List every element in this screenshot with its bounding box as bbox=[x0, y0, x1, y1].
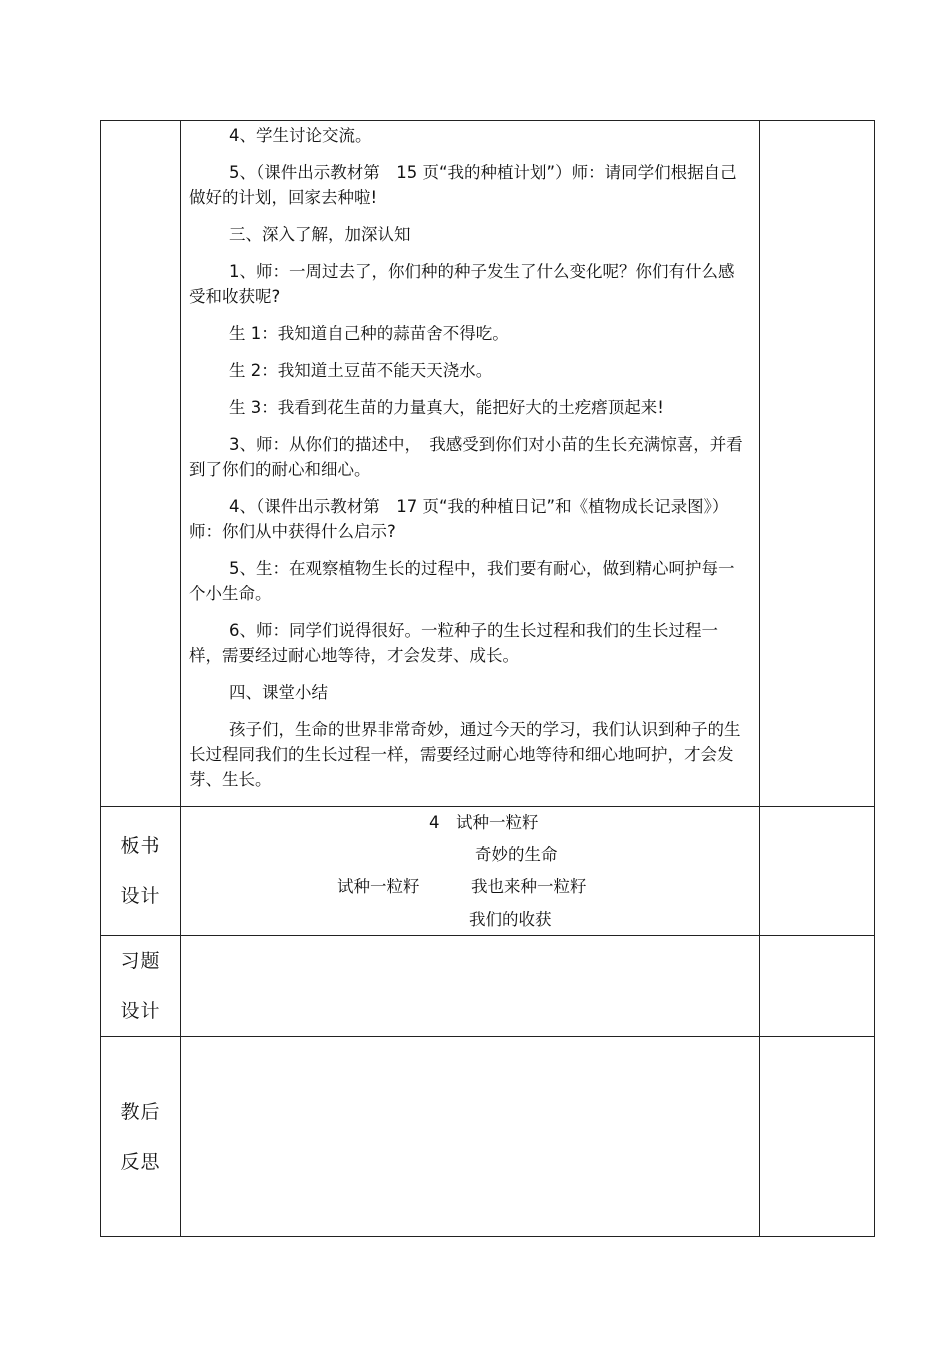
reflection-cell bbox=[181, 1037, 760, 1237]
content-notes-cell bbox=[760, 121, 875, 807]
lesson-plan-table bbox=[100, 120, 875, 1237]
paragraph: 四、课堂小结 bbox=[229, 683, 328, 702]
paragraph: 5、（课件出示教材第 15 页“我的种植计划”）师：请同学们根据自己做好的计划，回家去种啦! bbox=[189, 163, 737, 207]
content-cell bbox=[181, 121, 760, 807]
reflection-label: 教后 反思 bbox=[101, 1037, 181, 1237]
board-design-notes-cell bbox=[760, 807, 875, 936]
board-line-3: 我们的收获 bbox=[469, 910, 552, 929]
paragraph: 4、（课件出示教材第 17 页“我的种植日记”和《植物成长记录图》）师：你们从中获得什么启示? bbox=[189, 497, 729, 541]
lesson-content bbox=[181, 121, 759, 806]
exercise-design-label: 习题 设计 bbox=[101, 936, 181, 1037]
content-row bbox=[101, 121, 875, 807]
paragraph: 孩子们，生命的世界非常奇妙，通过今天的学习，我们认识到种子的生长过程同我们的生长过程一样，需要经过耐心地等待和细心地呵护，才会发芽、生长。 bbox=[189, 720, 741, 789]
reflection-row bbox=[101, 1037, 875, 1237]
board-line-2-right: 我也来种一粒籽 bbox=[471, 877, 587, 896]
paragraph: 5、生：在观察植物生长的过程中，我们要有耐心，做到精心呵护每一个小生命。 bbox=[189, 559, 735, 603]
exercise-design-notes-cell bbox=[760, 936, 875, 1037]
paragraph: 1、师：一周过去了，你们种的种子发生了什么变化呢？你们有什么感受和收获呢? bbox=[189, 262, 735, 306]
board-design-label: 板书 设计 bbox=[101, 807, 181, 936]
exercise-design-cell bbox=[181, 936, 760, 1037]
paragraph: 三、深入了解，加深认知 bbox=[229, 225, 411, 244]
board-line-2-left: 试种一粒籽 bbox=[337, 877, 420, 896]
content-label-cell bbox=[101, 121, 181, 807]
paragraph: 生 2：我知道土豆苗不能天天浇水。 bbox=[229, 361, 493, 380]
reflection-notes-cell bbox=[760, 1037, 875, 1237]
paragraph: 3、师：从你们的描述中， 我感受到你们对小苗的生长充满惊喜，并看到了你们的耐心和细心。 bbox=[189, 435, 743, 479]
paragraph: 6、师：同学们说得很好。一粒种子的生长过程和我们的生长过程一样，需要经过耐心地等待，才会发芽、成长。 bbox=[189, 621, 718, 665]
board-design-row bbox=[101, 807, 875, 936]
exercise-design-row bbox=[101, 936, 875, 1037]
paragraph: 4、学生讨论交流。 bbox=[229, 126, 372, 145]
paragraph: 生 3：我看到花生苗的力量真大，能把好大的土疙瘩顶起来! bbox=[229, 398, 664, 417]
board-line-1: 奇妙的生命 bbox=[475, 845, 558, 864]
paragraph: 生 1：我知道自己种的蒜苗舍不得吃。 bbox=[229, 324, 509, 343]
board-design-cell bbox=[181, 807, 760, 936]
board-title: 4 试种一粒籽 bbox=[429, 813, 539, 832]
board-design-content bbox=[181, 807, 759, 935]
